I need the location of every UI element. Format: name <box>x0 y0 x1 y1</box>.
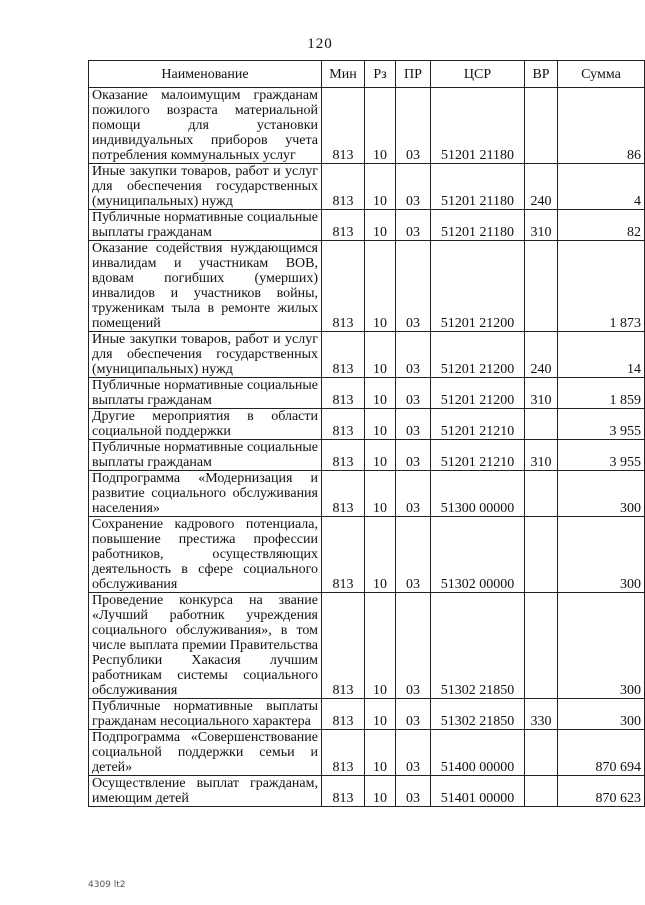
cell-pr: 03 <box>396 332 431 378</box>
cell-csr: 51201 21210 <box>431 409 525 440</box>
cell-csr: 51302 21850 <box>431 593 525 699</box>
cell-sum: 86 <box>558 88 645 164</box>
cell-min: 813 <box>322 164 365 210</box>
cell-sum: 14 <box>558 332 645 378</box>
cell-sum: 870 694 <box>558 730 645 776</box>
cell-sum: 1 859 <box>558 378 645 409</box>
cell-vr <box>525 88 558 164</box>
cell-sum: 3 955 <box>558 440 645 471</box>
table-row <box>89 378 645 409</box>
cell-name: Публичные нормативные социальные выплаты гражданам <box>89 210 322 241</box>
cell-vr <box>525 471 558 517</box>
column-header-min: Мин <box>322 61 365 88</box>
cell-min: 813 <box>322 378 365 409</box>
cell-sum: 82 <box>558 210 645 241</box>
cell-min: 813 <box>322 409 365 440</box>
cell-rz: 10 <box>365 776 396 807</box>
cell-csr: 51201 21200 <box>431 332 525 378</box>
cell-min: 813 <box>322 332 365 378</box>
cell-rz: 10 <box>365 517 396 593</box>
cell-name: Подпрограмма «Совершенствование социальной поддержки семьи и детей» <box>89 730 322 776</box>
cell-sum: 4 <box>558 164 645 210</box>
cell-name: Публичные нормативные социальные выплаты гражданам <box>89 378 322 409</box>
column-header-vr: ВР <box>525 61 558 88</box>
column-header-name: Наименование <box>89 61 322 88</box>
cell-pr: 03 <box>396 88 431 164</box>
cell-vr <box>525 409 558 440</box>
cell-min: 813 <box>322 440 365 471</box>
cell-pr: 03 <box>396 593 431 699</box>
cell-min: 813 <box>322 699 365 730</box>
column-header-pr: ПР <box>396 61 431 88</box>
column-header-sum: Сумма <box>558 61 645 88</box>
cell-rz: 10 <box>365 241 396 332</box>
cell-name: Другие мероприятия в области социальной поддержки <box>89 409 322 440</box>
table-row <box>89 241 645 332</box>
cell-csr: 51201 21180 <box>431 88 525 164</box>
cell-sum: 870 623 <box>558 776 645 807</box>
table-body <box>89 88 645 807</box>
cell-pr: 03 <box>396 517 431 593</box>
table-row <box>89 164 645 210</box>
cell-rz: 10 <box>365 88 396 164</box>
cell-rz: 10 <box>365 471 396 517</box>
footer-mark: 4309 lt2 <box>88 880 126 890</box>
cell-sum: 3 955 <box>558 409 645 440</box>
cell-vr <box>525 776 558 807</box>
cell-pr: 03 <box>396 699 431 730</box>
cell-csr: 51201 21180 <box>431 164 525 210</box>
cell-pr: 03 <box>396 471 431 517</box>
cell-min: 813 <box>322 471 365 517</box>
cell-vr: 240 <box>525 332 558 378</box>
cell-vr: 330 <box>525 699 558 730</box>
cell-sum: 300 <box>558 471 645 517</box>
cell-csr: 51201 21180 <box>431 210 525 241</box>
column-header-rz: Рз <box>365 61 396 88</box>
cell-name: Публичные нормативные социальные выплаты гражданам <box>89 440 322 471</box>
cell-sum: 1 873 <box>558 241 645 332</box>
cell-rz: 10 <box>365 332 396 378</box>
cell-pr: 03 <box>396 409 431 440</box>
cell-sum: 300 <box>558 593 645 699</box>
cell-pr: 03 <box>396 776 431 807</box>
cell-csr: 51201 21210 <box>431 440 525 471</box>
cell-vr <box>525 593 558 699</box>
cell-name: Публичные нормативные выплаты гражданам несоциального характера <box>89 699 322 730</box>
cell-rz: 10 <box>365 409 396 440</box>
cell-min: 813 <box>322 517 365 593</box>
table-row <box>89 730 645 776</box>
page-number: 120 <box>307 36 333 52</box>
cell-pr: 03 <box>396 440 431 471</box>
cell-vr: 310 <box>525 378 558 409</box>
cell-name: Оказание содействия нуждающимся инвалидам и участникам ВОВ, вдовам погибших (умерших) инвалидов и участников войны, труженикам тыла в ремонте жилых помещений <box>89 241 322 332</box>
cell-rz: 10 <box>365 730 396 776</box>
table-row <box>89 409 645 440</box>
cell-vr <box>525 517 558 593</box>
cell-pr: 03 <box>396 378 431 409</box>
cell-vr <box>525 241 558 332</box>
cell-name: Иные закупки товаров, работ и услуг для обеспечения государственных (муниципальных) нужд <box>89 164 322 210</box>
cell-rz: 10 <box>365 593 396 699</box>
cell-sum: 300 <box>558 517 645 593</box>
cell-csr: 51201 21200 <box>431 241 525 332</box>
table-row <box>89 440 645 471</box>
cell-vr: 240 <box>525 164 558 210</box>
cell-name: Осуществление выплат гражданам, имеющим детей <box>89 776 322 807</box>
cell-vr: 310 <box>525 210 558 241</box>
cell-min: 813 <box>322 88 365 164</box>
cell-min: 813 <box>322 776 365 807</box>
cell-pr: 03 <box>396 241 431 332</box>
cell-vr <box>525 730 558 776</box>
cell-csr: 51302 00000 <box>431 517 525 593</box>
table-row <box>89 593 645 699</box>
cell-min: 813 <box>322 593 365 699</box>
cell-rz: 10 <box>365 164 396 210</box>
cell-name: Иные закупки товаров, работ и услуг для обеспечения государственных (муниципальных) нужд <box>89 332 322 378</box>
table-row <box>89 210 645 241</box>
cell-min: 813 <box>322 241 365 332</box>
table-row <box>89 699 645 730</box>
cell-sum: 300 <box>558 699 645 730</box>
cell-name: Оказание малоимущим гражданам пожилого возраста материальной помощи для установки индивидуальных приборов учета потребления коммунальных услуг <box>89 88 322 164</box>
table-row <box>89 88 645 164</box>
column-header-csr: ЦСР <box>431 61 525 88</box>
cell-vr: 310 <box>525 440 558 471</box>
cell-csr: 51401 00000 <box>431 776 525 807</box>
budget-table <box>88 60 645 807</box>
table-row <box>89 471 645 517</box>
table-row <box>89 332 645 378</box>
table-header-row <box>89 61 645 88</box>
cell-min: 813 <box>322 210 365 241</box>
cell-csr: 51302 21850 <box>431 699 525 730</box>
table-row <box>89 776 645 807</box>
cell-rz: 10 <box>365 699 396 730</box>
cell-csr: 51400 00000 <box>431 730 525 776</box>
cell-rz: 10 <box>365 378 396 409</box>
cell-name: Сохранение кадрового потенциала, повышение престижа профессии работников, осуществляющих деятельность в сфере социального обслуживания <box>89 517 322 593</box>
cell-pr: 03 <box>396 164 431 210</box>
table-row <box>89 517 645 593</box>
cell-name: Подпрограмма «Модернизация и развитие социального обслуживания населения» <box>89 471 322 517</box>
cell-name: Проведение конкурса на звание «Лучший работник учреждения социального обслуживания», в том числе выплата премии Правительства Республики Хакасия лучшим работникам системы социального обслуживания <box>89 593 322 699</box>
cell-pr: 03 <box>396 210 431 241</box>
cell-csr: 51300 00000 <box>431 471 525 517</box>
cell-rz: 10 <box>365 440 396 471</box>
cell-pr: 03 <box>396 730 431 776</box>
cell-csr: 51201 21200 <box>431 378 525 409</box>
cell-min: 813 <box>322 730 365 776</box>
cell-rz: 10 <box>365 210 396 241</box>
